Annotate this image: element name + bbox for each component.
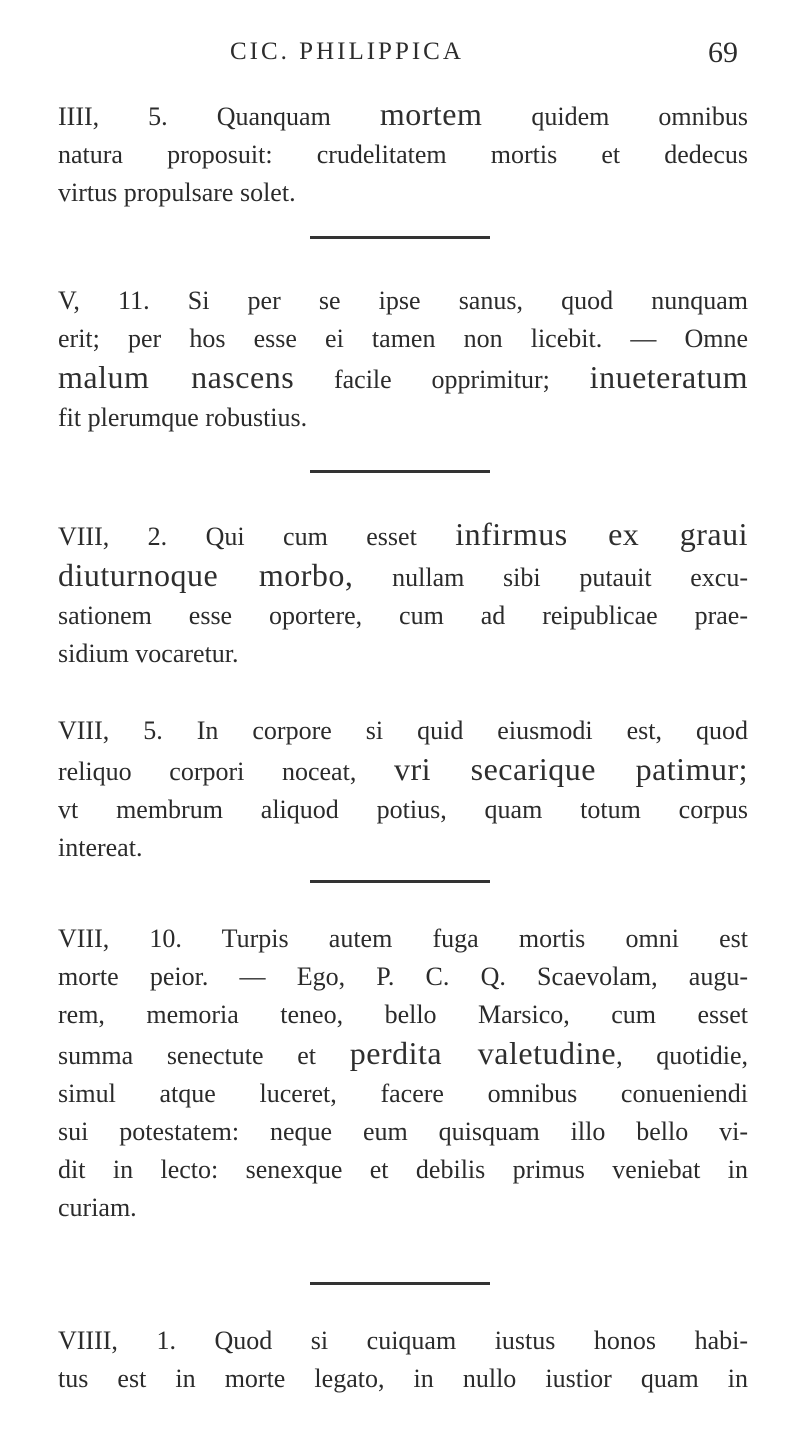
text-line: erit; per hos esse ei tamen non licebit. — Omne <box>58 324 748 353</box>
passage-1 <box>58 95 748 212</box>
section-divider <box>310 236 490 239</box>
page-number: 69 <box>708 36 738 69</box>
highlight-phrase: mortem <box>379 96 483 132</box>
text-line: natura proposuit: crudelitatem mortis et dedecus <box>58 140 748 169</box>
text-line: diuturnoque morbo, nullam sibi putauit excu- <box>58 557 748 593</box>
text-line: intereat. <box>58 833 143 862</box>
highlight-phrase: diuturnoque morbo, <box>58 557 354 593</box>
highlight-phrase: inueteratum <box>589 359 748 395</box>
text-line: V, 11. Si per se ipse sanus, quod nunquam <box>58 286 748 315</box>
highlight-phrase: infirmus ex graui <box>455 516 748 552</box>
text-line: curiam. <box>58 1193 137 1222</box>
text-line: sui potestatem: neque eum quisquam illo bello vi- <box>58 1117 748 1146</box>
text-line: fit plerumque robustius. <box>58 403 308 432</box>
text-line: morte peior. — Ego, P. C. Q. Scaevolam, augu- <box>58 962 748 991</box>
text-line: sidium vocaretur. <box>58 639 239 668</box>
text-line: dit in lecto: senexque et debilis primus veniebat in <box>58 1155 748 1184</box>
text-line: vt membrum aliquod potius, quam totum corpus <box>58 795 748 824</box>
highlight-phrase: vri secarique patimur; <box>393 751 749 787</box>
text-line: virtus propulsare solet. <box>58 178 296 207</box>
text-line: VIII, 5. In corpore si quid eiusmodi est, quod <box>58 716 748 745</box>
text-line: IIII, 5. Quanquam mortem quidem omnibus <box>58 96 748 132</box>
passage-5 <box>58 920 748 1227</box>
passage-2 <box>58 282 748 437</box>
text-line: reliquo corpori noceat, vri secarique patimur; <box>58 751 749 787</box>
text-line: tus est in morte legato, in nullo iustior quam in <box>58 1364 748 1393</box>
text-line: summa senectute et perdita valetudine, quotidie, <box>58 1035 748 1071</box>
text-line: rem, memoria teneo, bello Marsico, cum esset <box>58 1000 748 1029</box>
text-line: VIII, 2. Qui cum esset infirmus ex graui <box>58 516 748 552</box>
text-line: sationem esse oportere, cum ad reipublicae prae- <box>58 601 748 630</box>
text-line: malum nascens facile opprimitur; inueteratum <box>58 359 748 395</box>
page-header <box>0 38 800 78</box>
text-line: VIII, 10. Turpis autem fuga mortis omni est <box>58 924 748 953</box>
highlight-phrase: perdita valetudine <box>349 1035 617 1071</box>
section-divider <box>310 880 490 883</box>
highlight-phrase: malum nascens <box>58 359 295 395</box>
section-divider <box>310 1282 490 1285</box>
passage-3 <box>58 515 748 673</box>
text-line: simul atque luceret, facere omnibus conueniendi <box>58 1079 748 1108</box>
section-divider <box>310 470 490 473</box>
passage-4 <box>58 712 748 867</box>
passage-6 <box>58 1322 748 1398</box>
text-line: VIIII, 1. Quod si cuiquam iustus honos habi- <box>58 1326 748 1355</box>
running-title: CIC. PHILIPPICA <box>230 38 464 65</box>
